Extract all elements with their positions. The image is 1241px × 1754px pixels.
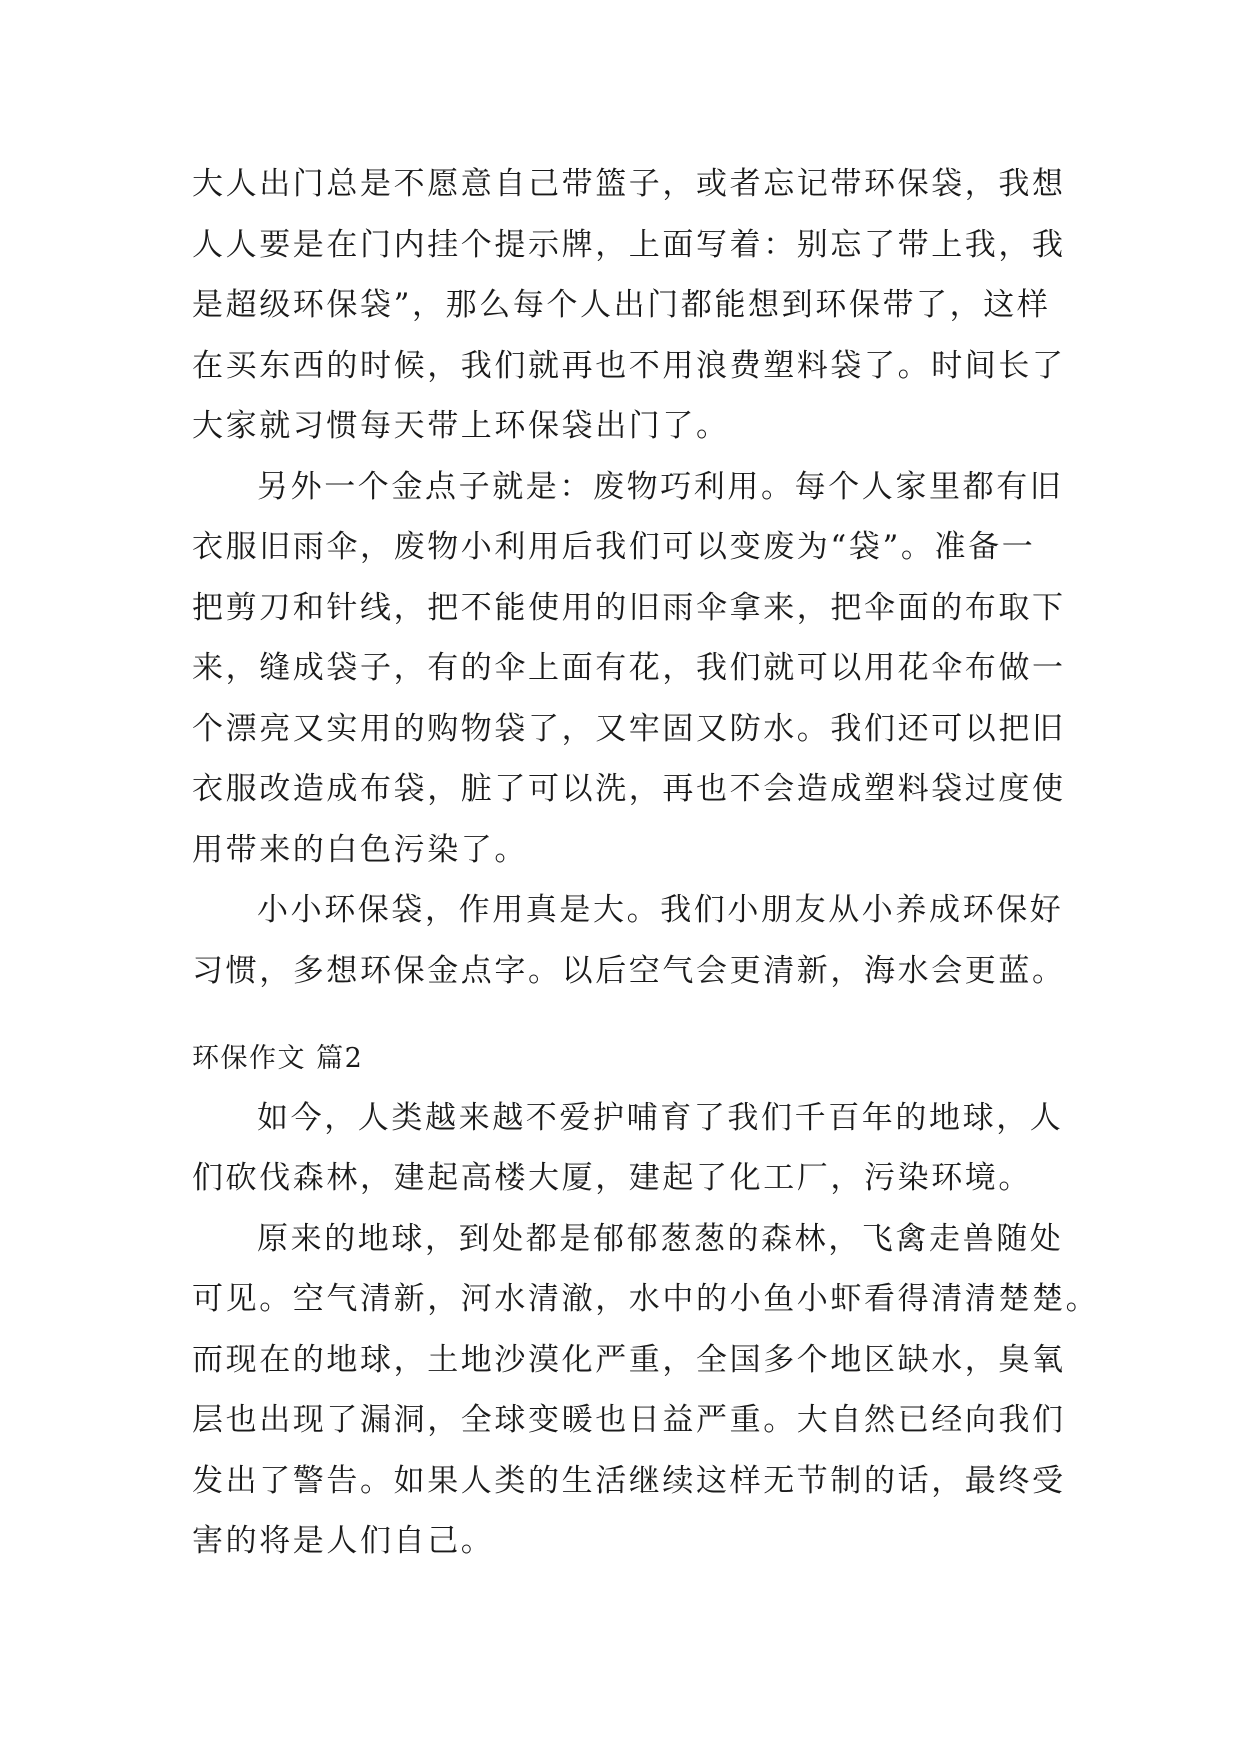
text-line: 把剪刀和针线，把不能使用的旧雨伞拿来，把伞面的布取下 (192, 590, 1066, 626)
section-heading: 环保作文 篇2 (192, 1043, 364, 1074)
text-line: 害的将是人们自己。 (192, 1523, 495, 1559)
text-line: 如今，人类越来越不爱护哺育了我们千百年的地球，人 (257, 1100, 1064, 1136)
text-line: 在买东西的时候，我们就再也不用浪费塑料袋了。时间长了 (192, 348, 1066, 384)
text-line: 衣服改造成布袋，脏了可以洗，再也不会造成塑料袋过度使 (192, 771, 1066, 807)
text-line: 小小环保袋，作用真是大。我们小朋友从小养成环保好 (257, 892, 1064, 928)
text-line: 习惯，多想环保金点字。以后空气会更清新，海水会更蓝。 (192, 953, 1066, 989)
text-line: 来，缝成袋子，有的伞上面有花，我们就可以用花伞布做一 (192, 650, 1066, 686)
text-line: 用带来的白色污染了。 (192, 832, 528, 868)
text-line: 另外一个金点子就是：废物巧利用。每个人家里都有旧 (257, 469, 1064, 505)
text-line: 们砍伐森林，建起高楼大厦，建起了化工厂，污染环境。 (192, 1160, 1032, 1196)
text-line: 人人要是在门内挂个提示牌，上面写着：别忘了带上我，我 (192, 227, 1066, 263)
text-line: 大家就习惯每天带上环保袋出门了。 (192, 408, 730, 444)
text-line: 是超级环保袋”，那么每个人出门都能想到环保带了，这样 (192, 287, 1051, 323)
text-line: 原来的地球，到处都是郁郁葱葱的森林，飞禽走兽随处 (257, 1221, 1064, 1257)
text-line: 衣服旧雨伞，废物小利用后我们可以变废为“袋”。准备一 (192, 529, 1036, 565)
text-line: 发出了警告。如果人类的生活继续这样无节制的话，最终受 (192, 1463, 1066, 1499)
text-line: 层也出现了漏洞，全球变暖也日益严重。大自然已经向我们 (192, 1402, 1066, 1438)
text-line: 个漂亮又实用的购物袋了，又牢固又防水。我们还可以把旧 (192, 711, 1066, 747)
text-line: 大人出门总是不愿意自己带篮子，或者忘记带环保袋，我想 (192, 166, 1066, 202)
text-line: 可见。空气清新，河水清澈，水中的小鱼小虾看得清清楚楚。 (192, 1281, 1100, 1317)
text-line: 而现在的地球，土地沙漠化严重，全国多个地区缺水，臭氧 (192, 1342, 1066, 1378)
